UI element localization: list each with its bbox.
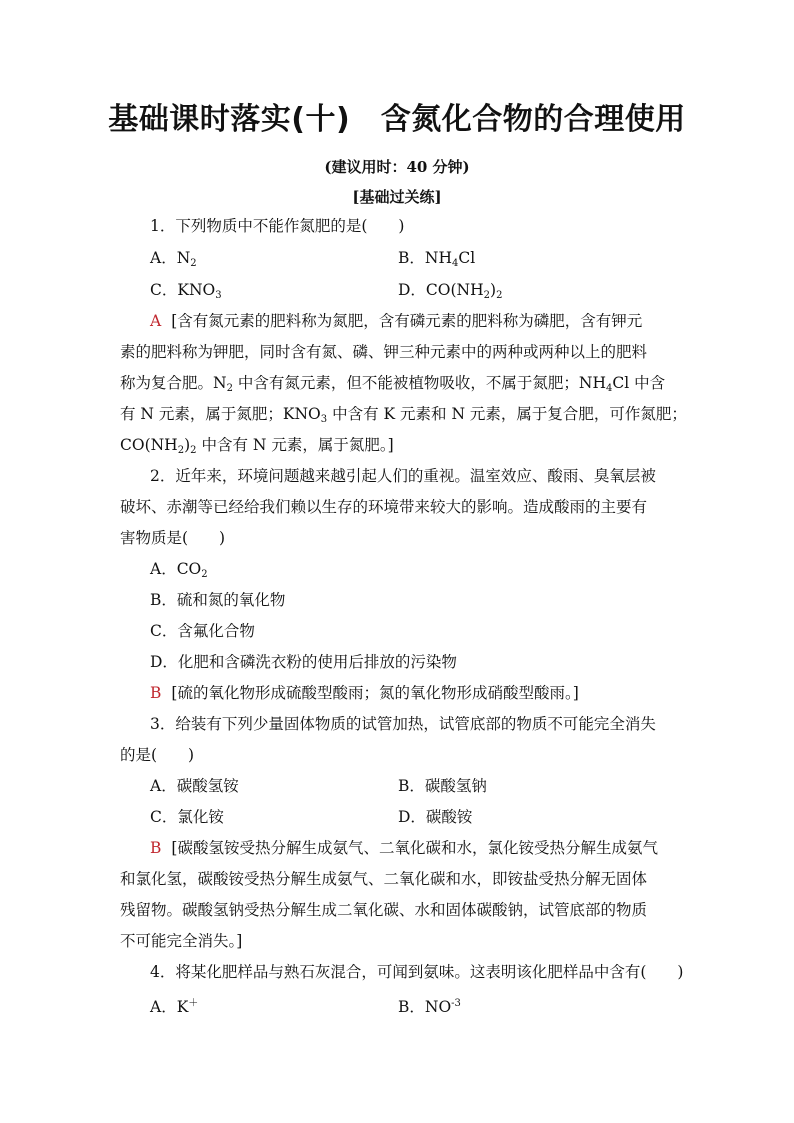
q3-explanation-line-3: 残留物。碳酸氢钠受热分解生成二氧化碳、水和固体碳酸钠，试管底部的物质 (120, 901, 648, 919)
q3-option-b: B．碳酸氢钠 (398, 777, 487, 795)
q1-explanation-line-4: 有 N 元素，属于氮肥；$KNO_3$ 中含有 K 元素和 N 元素，属于复合肥，可作氮肥； (120, 405, 687, 425)
q1-explanation-line-5: $CO(NH_2)_2$ 中含有 N 元素，属于氮肥。] (120, 436, 394, 456)
page-title: 基础课时落实(十) 含氮化合物的合理使用 (108, 102, 686, 137)
q3-answer-letter: B (150, 839, 162, 857)
q3-explanation-line-2: 和氯化氢，碳酸铵受热分解生成氨气、二氧化碳和水，即铵盐受热分解无固体 (120, 870, 648, 888)
q1-option-a: A．$N_2$ (150, 249, 197, 269)
q1-explanation-line-2: 素的肥料称为钾肥，同时含有氮、磷、钾三种元素中的两种或两种以上的肥料 (120, 343, 648, 361)
q4-option-a: A．K＋ (150, 998, 199, 1016)
q2-option-d: D．化肥和含磷洗衣粉的使用后排放的污染物 (150, 653, 457, 671)
q2-option-c: C．含氟化合物 (150, 622, 255, 640)
q3-explanation-line-1: B [碳酸氢铵受热分解生成氨气、二氧化碳和水，氯化铵受热分解生成氨气 (150, 839, 658, 857)
q2-option-b: B．硫和氮的氧化物 (150, 591, 286, 609)
q1-explanation-line-1: A [含有氮元素的肥料称为氮肥，含有磷元素的肥料称为磷肥，含有钾元 (150, 312, 643, 330)
time-note: (建议用时：40 分钟) (324, 158, 470, 176)
q1-stem: 1．下列物质中不能作氮肥的是( ) (150, 217, 405, 235)
q3-option-a: A．碳酸氢铵 (150, 777, 239, 795)
q2-answer-letter: B (150, 684, 162, 702)
q1-option-b: B．$NH_4Cl$ (398, 249, 476, 269)
q2-option-a: A．$CO_2$ (150, 560, 208, 580)
q1-answer-letter: A (150, 312, 162, 330)
q4-stem: 4．将某化肥样品与熟石灰混合，可闻到氨味。这表明该化肥样品中含有( ) (150, 963, 684, 981)
q2-stem-line-2: 破坏、赤潮等已经给我们赖以生存的环境带来较大的影响。造成酸雨的主要有 (120, 498, 648, 516)
section-heading: [基础过关练] (352, 188, 442, 206)
q1-explanation-line-3: 称为复合肥。$N_2$ 中含有氮元素，但不能被植物吸收，不属于氮肥；$NH_4Cl$ 中含 (120, 374, 666, 394)
q3-option-c: C．氯化铵 (150, 808, 224, 826)
q3-stem-line-2: 的是( ) (120, 746, 195, 764)
q2-explanation: B [硫的氧化物形成硫酸型酸雨；氮的氧化物形成硝酸型酸雨。] (150, 684, 579, 702)
q3-explanation-line-4: 不可能完全消失。] (120, 932, 243, 950)
q3-option-d: D．碳酸铵 (398, 808, 473, 826)
q2-stem-line-1: 2．近年来，环境问题越来越引起人们的重视。温室效应、酸雨、臭氧层被 (150, 467, 656, 485)
q4-option-b: B．$NO^{-3}$ (398, 998, 461, 1016)
q3-stem-line-1: 3．给装有下列少量固体物质的试管加热，试管底部的物质不可能完全消失 (150, 715, 656, 733)
q1-option-d: D．$CO(NH_2)_2$ (398, 281, 503, 301)
q2-stem-line-3: 害物质是( ) (120, 529, 226, 547)
q1-option-c: C．$KNO_3$ (150, 281, 222, 301)
